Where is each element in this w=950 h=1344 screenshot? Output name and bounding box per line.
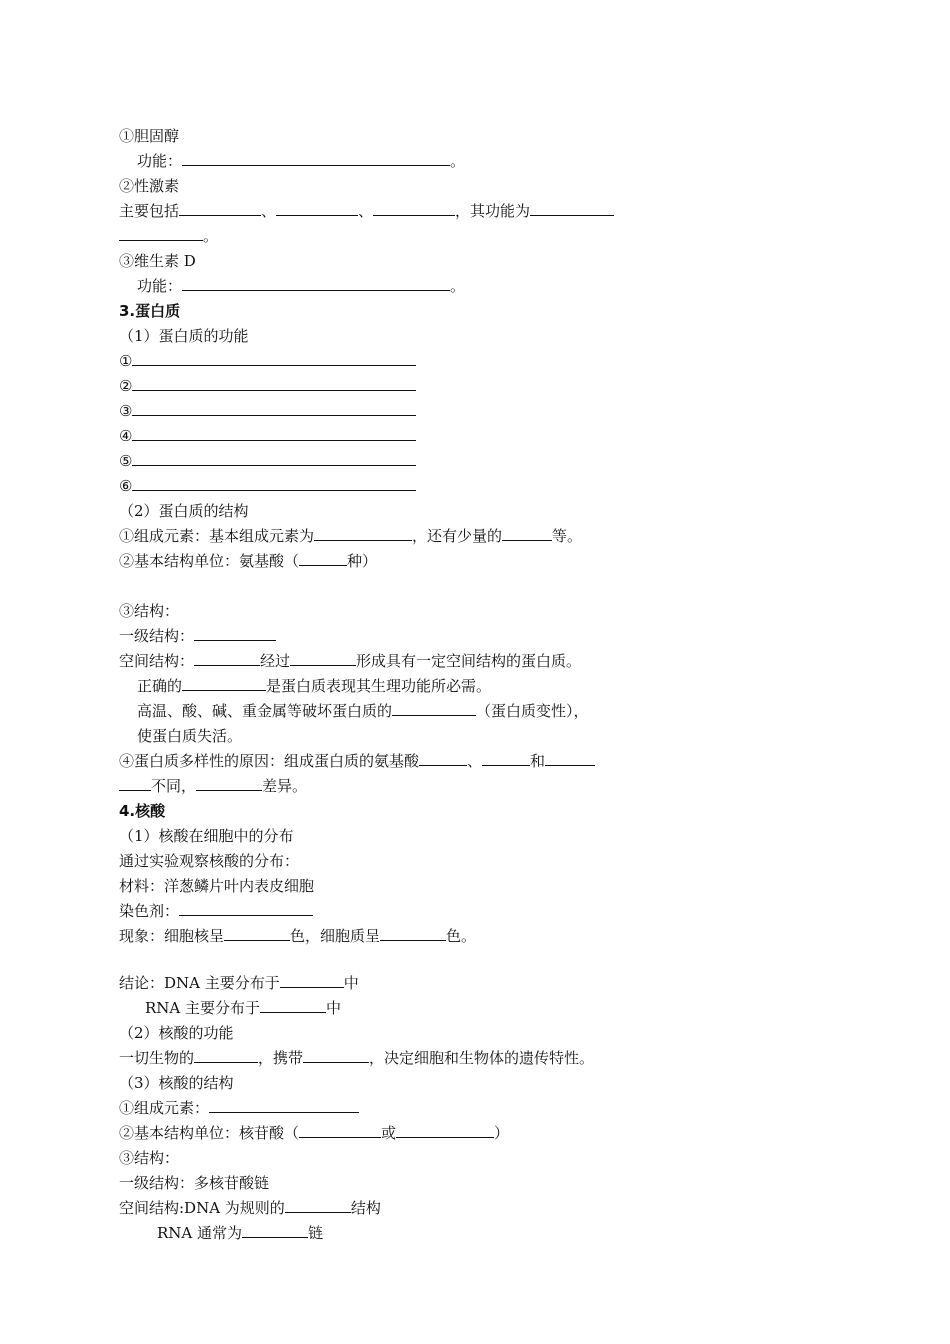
item-number: ⑤ — [119, 452, 133, 470]
protein-function-item — [119, 450, 416, 472]
answer-blank[interactable] — [194, 1047, 258, 1063]
answer-blank[interactable] — [182, 275, 450, 291]
nucleic-unit-line — [119, 1122, 509, 1144]
intro-text: 主要包括 — [119, 202, 180, 220]
spatial-end: 结构 — [350, 1199, 381, 1217]
answer-blank[interactable] — [209, 1097, 359, 1113]
nucleic-rna-chain-line — [157, 1222, 323, 1244]
diversity-label: ④蛋白质多样性的原因：组成蛋白质的氨基酸 — [119, 752, 420, 770]
stain-label: 染色剂： — [119, 902, 180, 920]
period: 。 — [450, 277, 466, 295]
function-label: 功能： — [137, 152, 183, 170]
answer-blank[interactable] — [194, 625, 276, 641]
answer-blank[interactable] — [132, 450, 416, 466]
denature-end: （蛋白质变性）， — [476, 702, 589, 720]
separator: 、 — [261, 202, 277, 220]
elements-mid: ，还有少量的 — [412, 527, 503, 545]
protein-denature-line — [137, 700, 589, 722]
item-number: ③ — [119, 402, 133, 420]
nucleic-phenomenon-line — [119, 925, 476, 947]
answer-blank[interactable] — [373, 200, 455, 216]
protein-structure-label: ③结构： — [119, 602, 180, 620]
protein-function-item — [119, 425, 416, 447]
nucleic-function-line — [119, 1047, 594, 1069]
function-mid: ，携带 — [258, 1049, 304, 1067]
denature-label: 高温、酸、碱、重金属等破坏蛋白质的 — [137, 702, 393, 720]
answer-blank[interactable] — [132, 400, 416, 416]
unit-end: 种） — [347, 552, 378, 570]
function-label: 功能： — [137, 277, 183, 295]
sex-hormone-line-2 — [119, 225, 218, 247]
answer-blank[interactable] — [545, 750, 595, 766]
spatial-end: 形成具有一定空间结构的蛋白质。 — [356, 652, 582, 670]
item-number: ② — [119, 377, 133, 395]
item-number: ④ — [119, 427, 133, 445]
phenomenon-end: 色。 — [446, 927, 477, 945]
answer-blank[interactable] — [119, 225, 203, 241]
rna-chain-label: RNA 通常为 — [157, 1224, 243, 1242]
protein-heading: 3.蛋白质 — [119, 302, 181, 320]
function-label: ，其功能为 — [455, 202, 531, 220]
answer-blank[interactable] — [280, 972, 344, 988]
phenomenon-mid: 色，细胞质呈 — [290, 927, 381, 945]
nucleic-material-line: 材料：洋葱鳞片叶内表皮细胞 — [119, 877, 315, 895]
answer-blank[interactable] — [502, 525, 552, 541]
nucleic-structure-heading: （3）核酸的结构 — [119, 1074, 234, 1092]
answer-blank[interactable] — [380, 925, 446, 941]
protein-diversity-line — [119, 750, 595, 772]
cholesterol-title: ①胆固醇 — [119, 127, 180, 145]
cholesterol-function-line — [137, 150, 465, 172]
protein-unit-line — [119, 550, 377, 572]
protein-function-heading: （1）蛋白质的功能 — [119, 327, 249, 345]
correct-end: 是蛋白质表现其生理功能所必需。 — [266, 677, 492, 695]
protein-function-item — [119, 475, 416, 497]
nucleic-stain-line — [119, 900, 313, 922]
item-number: ⑥ — [119, 477, 133, 495]
conclusion-end: 中 — [343, 974, 359, 992]
nucleic-rna-line — [145, 997, 341, 1019]
vitamin-d-function-line — [137, 275, 465, 297]
answer-blank[interactable] — [132, 475, 416, 491]
answer-blank[interactable] — [179, 900, 313, 916]
nucleic-spatial-line — [119, 1197, 381, 1219]
unit-label: ②基本结构单位：核苷酸（ — [119, 1124, 300, 1142]
elements-label: ①组成元素： — [119, 1099, 210, 1117]
and-text: 和 — [530, 752, 546, 770]
spatial-mid: 经过 — [260, 652, 291, 670]
nucleic-conclusion-line — [119, 972, 359, 994]
function-label: 一切生物的 — [119, 1049, 195, 1067]
answer-blank[interactable] — [119, 775, 151, 791]
answer-blank[interactable] — [285, 1197, 351, 1213]
nucleic-structure-label: ③结构： — [119, 1149, 180, 1167]
item-number: ① — [119, 352, 133, 370]
elements-label: ①组成元素：基本组成元素为 — [119, 527, 315, 545]
answer-blank[interactable] — [196, 775, 262, 791]
phenomenon-label: 现象：细胞核呈 — [119, 927, 225, 945]
separator: 、 — [358, 202, 374, 220]
diversity-cont: 不同， — [151, 777, 197, 795]
rna-end: 中 — [326, 999, 342, 1017]
answer-blank[interactable] — [182, 675, 266, 691]
nucleic-primary-line: 一级结构：多核苷酸链 — [119, 1174, 270, 1192]
protein-function-item — [119, 350, 416, 372]
answer-blank[interactable] — [132, 375, 416, 391]
answer-blank[interactable] — [299, 550, 347, 566]
protein-spatial-line — [119, 650, 581, 672]
answer-blank[interactable] — [396, 1122, 494, 1138]
conclusion-label: 结论：DNA 主要分布于 — [119, 974, 280, 992]
correct-label: 正确的 — [137, 677, 183, 695]
function-end: ，决定细胞和生物体的遗传特性。 — [369, 1049, 595, 1067]
protein-elements-line — [119, 525, 582, 547]
rna-chain-end: 链 — [308, 1224, 324, 1242]
answer-blank[interactable] — [132, 425, 416, 441]
answer-blank[interactable] — [194, 650, 260, 666]
protein-structure-heading: （2）蛋白质的结构 — [119, 502, 249, 520]
answer-blank[interactable] — [290, 650, 356, 666]
protein-function-item — [119, 400, 416, 422]
answer-blank[interactable] — [530, 200, 614, 216]
elements-end: 等。 — [552, 527, 583, 545]
protein-primary-line — [119, 625, 276, 647]
spatial-label: 空间结构： — [119, 652, 195, 670]
diversity-end: 差异。 — [262, 777, 308, 795]
answer-blank[interactable] — [276, 200, 358, 216]
answer-blank[interactable] — [242, 1222, 308, 1238]
primary-label: 一级结构： — [119, 627, 195, 645]
nucleic-elements-line — [119, 1097, 359, 1119]
sex-hormone-title: ②性激素 — [119, 177, 180, 195]
nucleic-distribution-heading: （1）核酸在细胞中的分布 — [119, 827, 294, 845]
unit-label: ②基本结构单位：氨基酸（ — [119, 552, 300, 570]
protein-function-item — [119, 375, 416, 397]
sex-hormone-line — [119, 200, 614, 222]
answer-blank[interactable] — [314, 525, 412, 541]
answer-blank[interactable] — [419, 750, 467, 766]
nucleic-heading: 4.核酸 — [119, 802, 166, 820]
nucleic-experiment-line: 通过实验观察核酸的分布： — [119, 852, 300, 870]
rna-label: RNA 主要分布于 — [145, 999, 261, 1017]
protein-correct-line — [137, 675, 491, 697]
answer-blank[interactable] — [224, 925, 290, 941]
answer-blank[interactable] — [482, 750, 530, 766]
answer-blank[interactable] — [182, 150, 450, 166]
or-text: 或 — [381, 1124, 397, 1142]
answer-blank[interactable] — [392, 700, 476, 716]
answer-blank[interactable] — [303, 1047, 369, 1063]
answer-blank[interactable] — [179, 200, 261, 216]
answer-blank[interactable] — [132, 350, 416, 366]
protein-diversity-line-2 — [119, 775, 307, 797]
protein-inactive-line: 使蛋白质失活。 — [137, 727, 243, 745]
vitamin-d-title: ③维生素 D — [119, 252, 196, 270]
period: 。 — [450, 152, 466, 170]
separator: 、 — [467, 752, 483, 770]
answer-blank[interactable] — [299, 1122, 381, 1138]
unit-end: ） — [494, 1124, 510, 1142]
spatial-label: 空间结构:DNA 为规则的 — [119, 1199, 285, 1217]
answer-blank[interactable] — [260, 997, 326, 1013]
period: 。 — [203, 227, 219, 245]
nucleic-function-heading: （2）核酸的功能 — [119, 1024, 234, 1042]
